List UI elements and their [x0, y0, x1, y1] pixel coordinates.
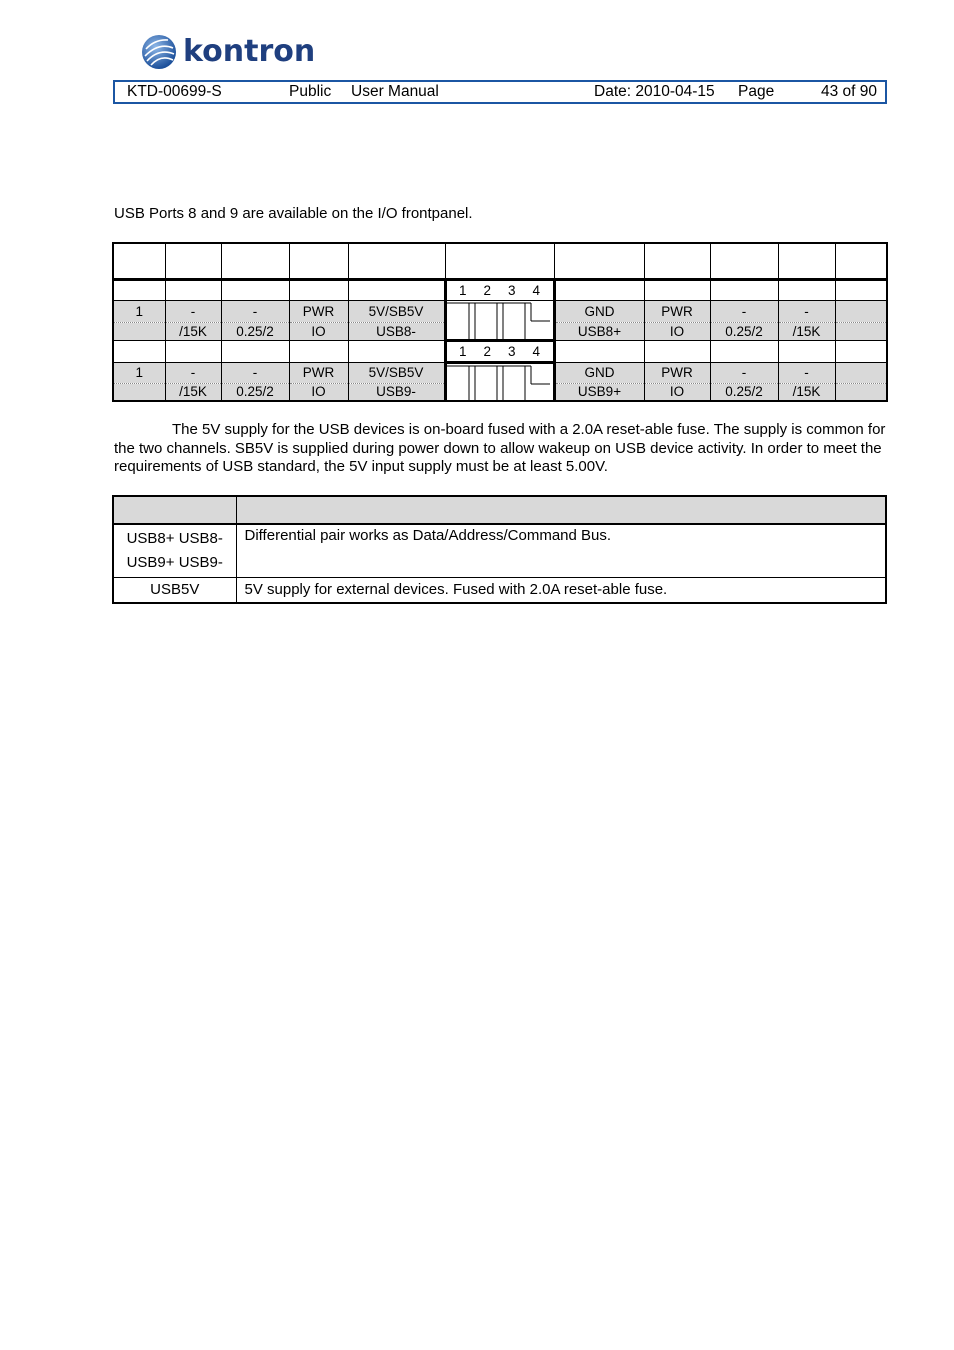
table-cell: 0.25/2 — [221, 322, 289, 340]
table-cell: /15K — [165, 322, 221, 340]
connector-pin-number: 4 — [532, 344, 540, 359]
table-cell: - — [165, 301, 221, 323]
table-cell: PWR — [644, 363, 710, 384]
signal-description-table — [112, 495, 887, 604]
connector-pin-number: 1 — [458, 344, 467, 359]
table-cell: USB9+ — [554, 383, 644, 401]
table-cell: /15K — [165, 383, 221, 401]
table-cell: 1 — [113, 301, 165, 323]
connector-pin-number: 2 — [483, 344, 491, 359]
table-row — [113, 363, 887, 384]
connector-pin-number: 3 — [507, 283, 516, 298]
document-header — [113, 80, 887, 104]
port8-connector-row — [113, 280, 887, 301]
signal-name: USB9+ USB9- — [126, 554, 223, 571]
connector-pin-numbers — [445, 341, 554, 363]
table-cell: IO — [289, 383, 348, 401]
table-cell: USB9- — [348, 383, 445, 401]
signal-description: Differential pair works as Data/Address/Command Bus. — [236, 524, 886, 578]
table-row — [113, 301, 887, 323]
paragraph-text: The 5V supply for the USB devices is on-board fused with a 2.0A reset-able fuse. The supply is common for the two channels. SB5V is supplied during power down to allow wakeup on USB device activity. In order to meet the requirements of USB standard, the 5V input supply must be at least 5.00V. — [114, 421, 886, 475]
table-cell — [835, 363, 887, 384]
table-cell — [835, 322, 887, 340]
table-cell: - — [221, 363, 289, 384]
table-cell: PWR — [289, 301, 348, 323]
table-row — [113, 578, 886, 604]
table-cell: IO — [289, 322, 348, 340]
table-cell — [113, 383, 165, 401]
port9-connector-row — [113, 341, 887, 363]
table-cell: PWR — [644, 301, 710, 323]
table-cell: - — [165, 363, 221, 384]
connector-pin-number: 1 — [458, 283, 467, 298]
intro-text: USB Ports 8 and 9 are available on the I/O frontpanel. — [114, 205, 473, 222]
connector-pin-number: 2 — [483, 283, 491, 298]
page-label: Page — [738, 83, 775, 100]
table-cell: 0.25/2 — [710, 322, 778, 340]
table-cell: - — [778, 363, 835, 384]
table-cell: IO — [644, 383, 710, 401]
kontron-logo — [141, 32, 315, 72]
table-cell: USB8+ — [554, 322, 644, 340]
signal-description: 5V supply for external devices. Fused with 2.0A reset-able fuse. — [236, 578, 886, 604]
kontron-globe-icon — [141, 34, 177, 70]
usb-connector-graphic — [445, 301, 554, 341]
doc-type: User Manual — [351, 83, 439, 100]
table-cell: USB8- — [348, 322, 445, 340]
doc-classification: Public — [289, 83, 332, 100]
signal-header-row — [113, 496, 886, 524]
signal-name-cell — [113, 524, 236, 578]
table-cell — [835, 301, 887, 323]
table-row — [113, 524, 886, 578]
connector-pin-numbers — [445, 280, 554, 301]
signal-name: USB8+ USB8- — [126, 530, 223, 547]
table-cell: GND — [554, 363, 644, 384]
table-cell: IO — [644, 322, 710, 340]
table-cell: - — [710, 301, 778, 323]
pinout-header-row — [113, 243, 887, 280]
connector-pin-number: 3 — [507, 344, 516, 359]
doc-id: KTD-00699-S — [127, 83, 222, 100]
usb-pinout-table — [112, 242, 888, 402]
table-cell: 5V/SB5V — [348, 363, 445, 384]
table-cell — [835, 383, 887, 401]
table-cell: 5V/SB5V — [348, 301, 445, 323]
doc-date: Date: 2010-04-15 — [594, 83, 715, 100]
table-cell: /15K — [778, 322, 835, 340]
table-cell: /15K — [778, 383, 835, 401]
table-cell: 1 — [113, 363, 165, 384]
page-number: 43 of 90 — [820, 83, 877, 100]
table-cell: PWR — [289, 363, 348, 384]
usb-connector-graphic — [445, 363, 554, 402]
signal-name: USB5V — [113, 578, 236, 604]
table-cell: - — [710, 363, 778, 384]
table-cell: - — [778, 301, 835, 323]
usb-supply-paragraph — [114, 421, 886, 477]
table-cell: 0.25/2 — [710, 383, 778, 401]
kontron-wordmark: kontron — [183, 34, 316, 69]
table-cell: GND — [554, 301, 644, 323]
connector-pin-number: 4 — [532, 283, 540, 298]
table-cell — [113, 322, 165, 340]
table-cell: - — [221, 301, 289, 323]
table-cell: 0.25/2 — [221, 383, 289, 401]
